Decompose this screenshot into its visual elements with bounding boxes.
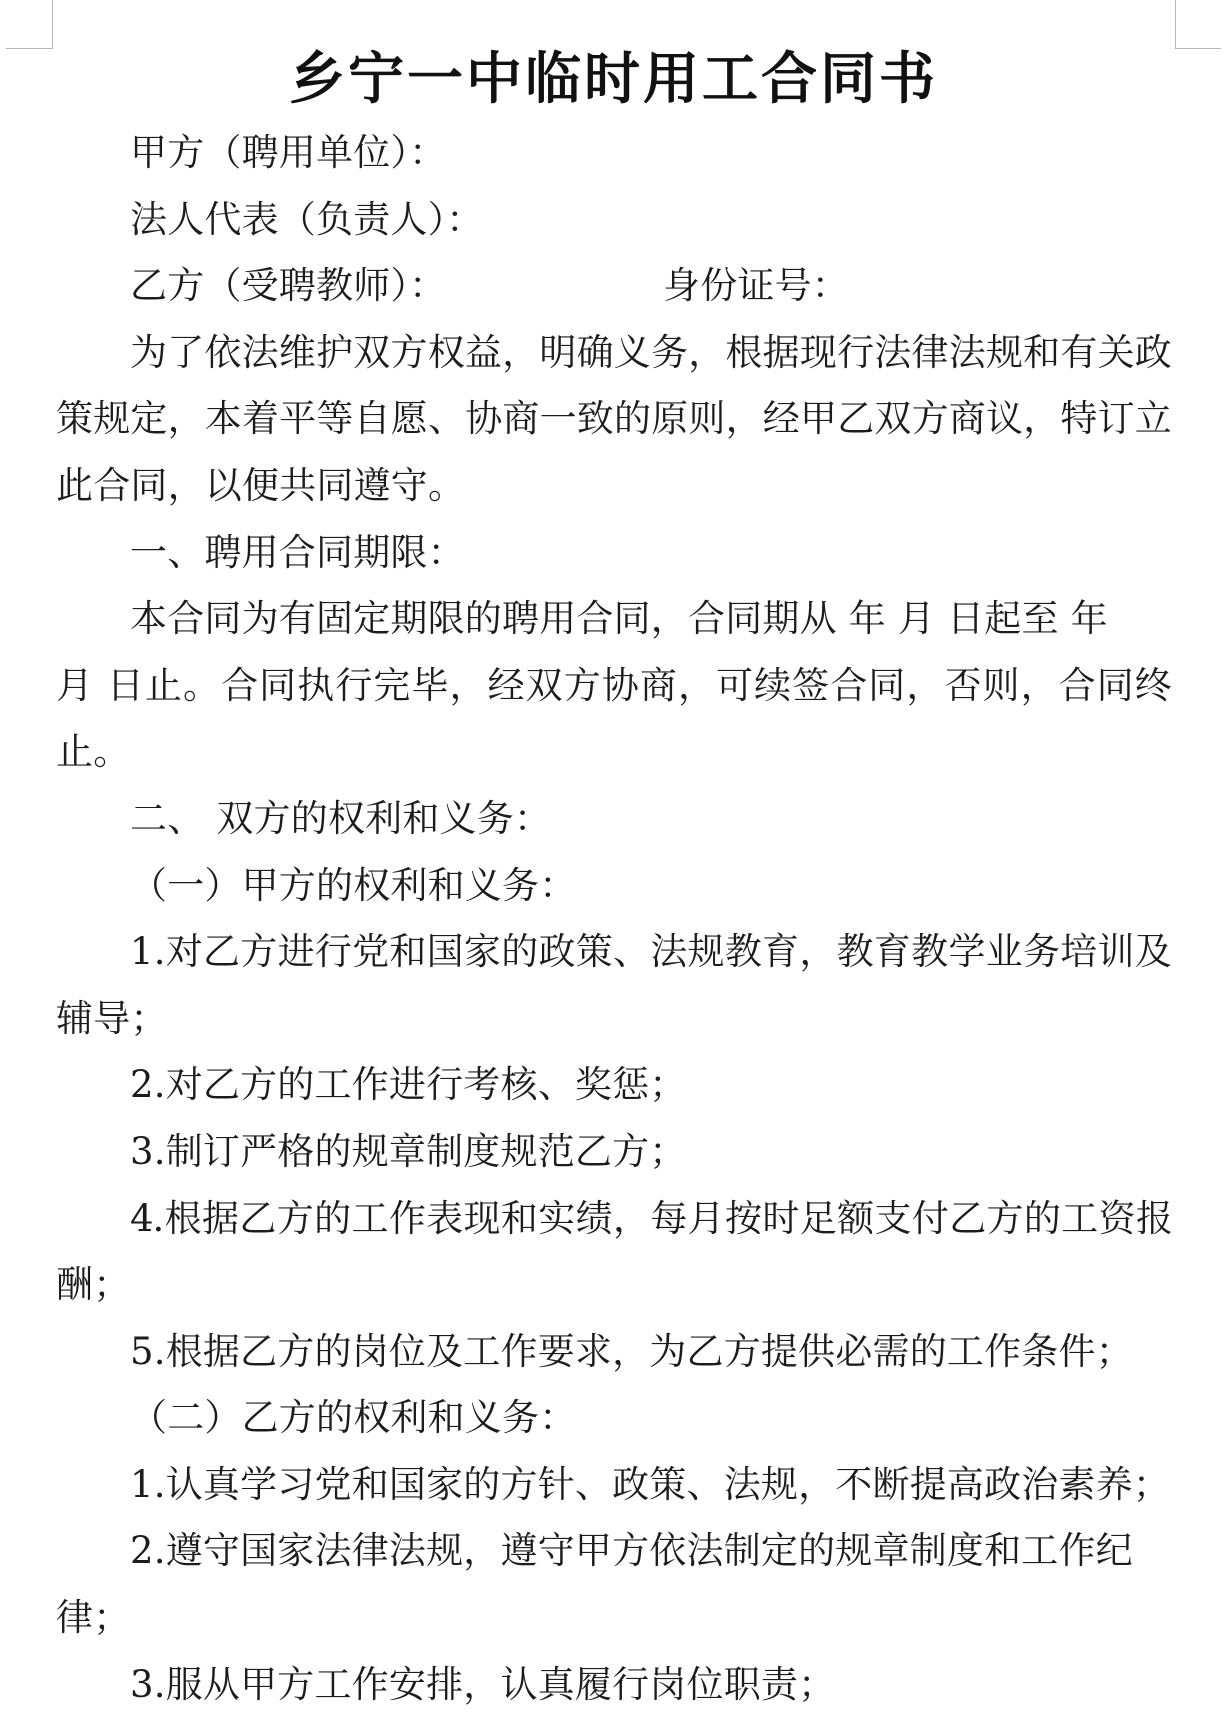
page-corner-mark-left	[6, 0, 53, 49]
preamble-line: 此合同，以便共同遵守。	[56, 463, 466, 507]
party-b-item-continuation: 律；	[56, 1596, 131, 1640]
term-body-line: 止。	[56, 730, 131, 774]
id-number-label: 身份证号：	[663, 264, 849, 308]
party-a-item: 5.根据乙方的岗位及工作要求，为乙方提供必需的工作条件；	[130, 1329, 1133, 1373]
party-a-label: 甲方（聘用单位）：	[130, 131, 447, 174]
legal-representative-label: 法人代表（负责人）：	[130, 197, 484, 241]
subsection-heading-party-b: （二）乙方的权利和义务：	[130, 1396, 577, 1440]
section-heading-term: 一、聘用合同期限：	[130, 530, 465, 574]
document-body	[56, 120, 1172, 1718]
party-b-item: 3.服从甲方工作安排，认真履行岗位职责；	[130, 1662, 836, 1706]
party-a-item: 1.对乙方进行党和国家的政策、法规教育，教育教学业务培训及	[130, 930, 1172, 974]
subsection-heading-party-a: （一）甲方的权利和义务：	[130, 863, 577, 907]
party-a-item-continuation: 酬；	[56, 1263, 131, 1307]
party-b-item: 1.认真学习党和国家的方针、政策、法规，不断提高政治素养；	[130, 1462, 1171, 1506]
preamble-line: 为了依法维护双方权益，明确义务，根据现行法律法规和有关政	[130, 330, 1172, 374]
party-a-item: 3.制订严格的规章制度规范乙方；	[130, 1129, 687, 1173]
party-b-item: 2.遵守国家法律法规，遵守甲方依法制定的规章制度和工作纪	[130, 1529, 1133, 1573]
term-body-line: 月 日止。合同执行完毕，经双方协商，可续签合同，否则，合同终	[56, 663, 1172, 707]
preamble-line: 策规定，本着平等自愿、协商一致的原则，经甲乙双方商议，特订立	[56, 397, 1172, 441]
term-body-line: 本合同为有固定期限的聘用合同，合同期从 年 月 日起至 年	[130, 597, 1108, 641]
section-heading-rights: 二、 双方的权利和义务：	[130, 796, 552, 840]
document-title: 乡宁一中临时用工合同书	[289, 46, 938, 112]
party-a-item: 2.对乙方的工作进行考核、奖惩；	[130, 1063, 687, 1107]
party-b-label: 乙方（受聘教师）：	[130, 264, 447, 308]
party-a-item-continuation: 辅导；	[56, 996, 168, 1040]
party-b-row	[56, 253, 1172, 320]
page-corner-mark-right	[1175, 0, 1221, 49]
party-a-item: 4.根据乙方的工作表现和实绩，每月按时足额支付乙方的工资报	[130, 1196, 1172, 1240]
